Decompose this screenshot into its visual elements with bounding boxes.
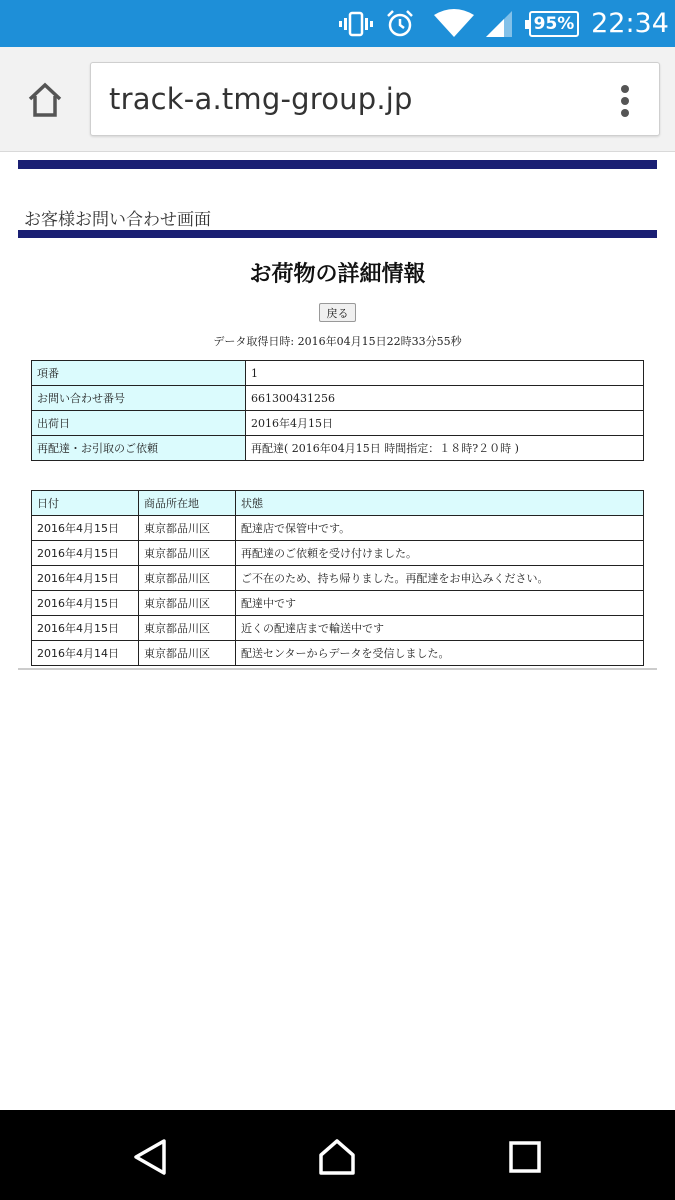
recent-apps-icon[interactable] xyxy=(503,1135,547,1179)
page-header-title: お客様お問い合わせ画面 xyxy=(24,210,211,230)
header-rule-top xyxy=(18,160,657,169)
row-value: 再配達( 2016年04月15日 時間指定：１８時?２０時 ) xyxy=(246,436,644,461)
column-header-location: 商品所在地 xyxy=(139,491,236,516)
browser-toolbar xyxy=(0,47,675,152)
system-navigation-bar xyxy=(0,1110,675,1200)
cell-location: 東京都品川区 xyxy=(139,616,236,641)
cell-location: 東京都品川区 xyxy=(139,641,236,666)
row-value: 2016年4月15日 xyxy=(246,411,644,436)
row-label: お問い合わせ番号 xyxy=(32,386,246,411)
back-button[interactable]: 戻る xyxy=(319,303,356,322)
row-label: 項番 xyxy=(32,361,246,386)
cell-location: 東京都品川区 xyxy=(139,541,236,566)
table-row xyxy=(32,386,644,411)
address-bar[interactable] xyxy=(90,62,660,136)
table-row xyxy=(32,566,644,591)
row-label: 再配達・お引取のご依頼 xyxy=(32,436,246,461)
row-label: 出荷日 xyxy=(32,411,246,436)
parcel-info-table xyxy=(31,360,644,461)
tracking-history-table xyxy=(31,490,644,666)
home-circle-icon[interactable] xyxy=(315,1135,359,1179)
table-header-row xyxy=(32,491,644,516)
wifi-icon xyxy=(433,0,475,47)
cell-status: 配達中です xyxy=(236,591,644,616)
cell-status: 再配達のご依頼を受け付けました。 xyxy=(236,541,644,566)
battery-icon xyxy=(528,0,580,47)
cell-status: 配送センターからデータを受信しました。 xyxy=(236,641,644,666)
back-triangle-icon[interactable] xyxy=(128,1135,172,1179)
signal-icon xyxy=(483,0,515,47)
overflow-menu-icon[interactable] xyxy=(613,82,637,120)
status-bar xyxy=(0,0,675,47)
page-title: お荷物の詳細情報 xyxy=(249,262,426,287)
cell-date: 2016年4月15日 xyxy=(32,566,139,591)
cell-location: 東京都品川区 xyxy=(139,566,236,591)
home-icon[interactable] xyxy=(20,77,70,123)
cell-date: 2016年4月15日 xyxy=(32,591,139,616)
cell-date: 2016年4月15日 xyxy=(32,516,139,541)
cell-status: ご不在のため、持ち帰りました。再配達をお申込みください。 xyxy=(236,566,644,591)
url-text[interactable]: track-a.tmg-group.jp xyxy=(109,82,413,116)
table-row xyxy=(32,591,644,616)
header-rule-bottom xyxy=(18,230,657,238)
cell-date: 2016年4月14日 xyxy=(32,641,139,666)
battery-level: 95% xyxy=(529,11,579,37)
table-row xyxy=(32,516,644,541)
cell-date: 2016年4月15日 xyxy=(32,541,139,566)
cell-location: 東京都品川区 xyxy=(139,591,236,616)
table-row xyxy=(32,641,644,666)
table-row xyxy=(32,411,644,436)
table-row xyxy=(32,361,644,386)
footer-divider xyxy=(18,668,657,670)
table-row xyxy=(32,616,644,641)
cell-location: 東京都品川区 xyxy=(139,516,236,541)
web-page xyxy=(0,153,675,1110)
vibrate-icon xyxy=(338,0,374,47)
column-header-date: 日付 xyxy=(32,491,139,516)
cell-date: 2016年4月15日 xyxy=(32,616,139,641)
retrieved-timestamp: データ取得日時: 2016年04月15日22時33分55秒 xyxy=(213,335,462,348)
clock: 22:34 xyxy=(591,8,669,39)
column-header-status: 状態 xyxy=(236,491,644,516)
table-row xyxy=(32,436,644,461)
alarm-icon xyxy=(383,0,417,47)
cell-status: 配達店で保管中です。 xyxy=(236,516,644,541)
table-row xyxy=(32,541,644,566)
cell-status: 近くの配達店まで輸送中です xyxy=(236,616,644,641)
row-value: 1 xyxy=(246,361,644,386)
tracking-number: 661300431256 xyxy=(246,386,644,411)
